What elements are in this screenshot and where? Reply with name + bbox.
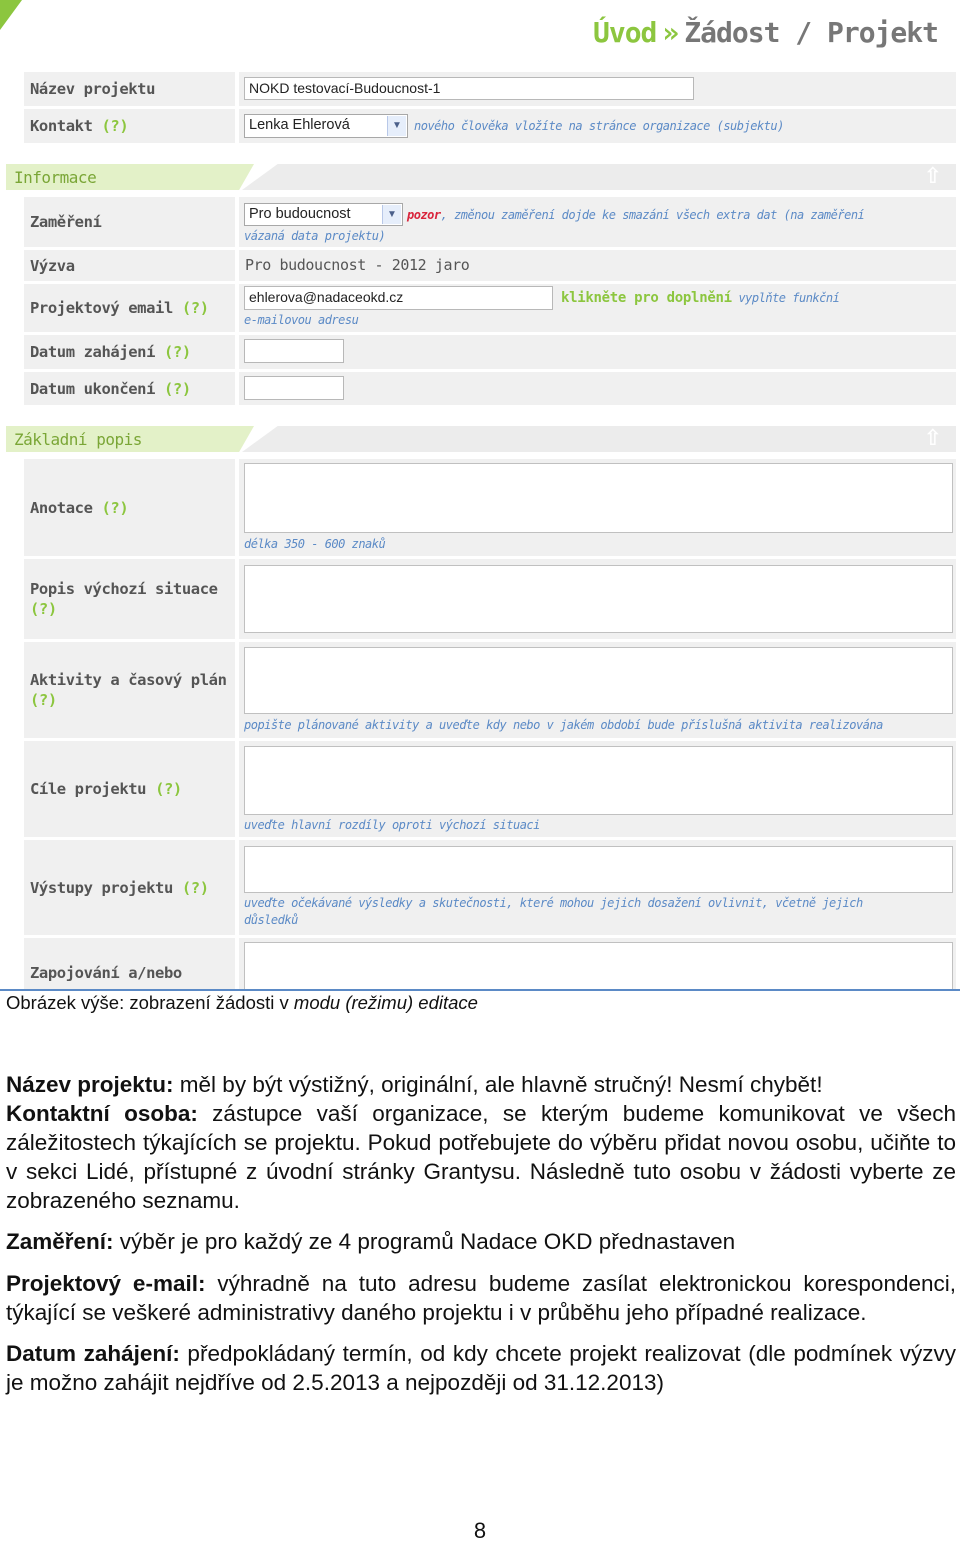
call-label: Výzva [24,250,235,281]
outputs-label: Výstupy projektu (?) [24,840,235,935]
section-header-informace[interactable] [6,164,956,190]
goals-value-cell [239,741,956,837]
figure-caption: Obrázek výše: zobrazení žádosti v modu (režimu) editace [6,992,478,1013]
contact-label: Kontakt (?) [24,109,235,143]
activities-value-cell [239,642,956,738]
involvement-label: Zapojování a/nebo [24,938,235,990]
activities-help-link[interactable]: (?) [30,691,57,709]
end-date-value-cell [239,372,956,405]
goals-label: Cíle projektu (?) [24,741,235,837]
contact-hint[interactable]: nového člověka vložíte na stránce organizace (subjektu) [414,119,784,133]
explanation-text [6,1070,956,1397]
project-name-label: Název projektu [24,72,235,106]
activities-label: Aktivity a časový plán (?) [24,642,235,738]
paragraph-project-name: Název projektu: měl by být výstižný, originální, ale hlavně stručný! Nesmí chybět! [6,1072,823,1097]
section-tail [242,426,956,452]
collapse-up-icon[interactable]: ⇧ [923,164,942,189]
goals-hint: uveďte hlavní rozdíly oproti výchozí situaci [244,818,540,832]
contact-row [24,109,956,143]
email-label: Projektový email (?) [24,284,235,332]
focus-value-cell [239,197,956,247]
start-date-input[interactable] [244,339,344,363]
paragraph-focus: Zaměření: výběr je pro každý ze 4 programů Nadace OKD přednastaven [6,1229,736,1254]
chevron-down-icon: ▼ [387,116,406,136]
situation-textarea[interactable] [244,565,953,633]
focus-warning: pozor, změnou zaměření dojde ke smazání všech extra dat (na zaměření [407,208,865,222]
paragraph-email: Projektový e-mail: výhradně na tuto adresu budeme zasílat elektronickou korespondenci, týkající se veškeré administrativy daného projektu i v průběhu jeho případné realizace. [6,1271,956,1325]
call-row [24,250,956,281]
goals-textarea[interactable] [244,746,953,815]
call-value: Pro budoucnost - 2012 jaro [245,256,470,274]
section-tail [242,164,956,190]
section-title: Informace [14,168,97,187]
project-name-input[interactable]: NOKD testovací-Budoucnost-1 [244,77,694,100]
email-hint[interactable]: klikněte pro doplnění vyplňte funkční [561,290,840,306]
divider-line [0,989,960,991]
breadcrumb-home[interactable]: Úvod [592,16,657,49]
involvement-textarea[interactable] [244,942,953,990]
breadcrumb [593,16,938,49]
end-date-help-link[interactable]: (?) [163,379,191,398]
goals-help-link[interactable]: (?) [155,780,182,798]
outputs-value-cell [239,840,956,935]
page-number: 8 [473,1518,487,1543]
start-date-row [24,335,956,369]
end-date-input[interactable] [244,376,344,400]
annotation-label: Anotace (?) [24,459,235,556]
email-hint-cont: e-mailovou adresu [244,313,359,327]
annotation-help-link[interactable]: (?) [101,498,129,517]
situation-row [24,559,956,639]
annotation-textarea[interactable] [244,463,953,533]
call-value-cell [239,250,956,281]
focus-label: Zaměření [24,197,235,247]
outputs-hint-cont: důsledků [244,913,298,927]
project-name-value-cell [239,72,956,106]
contact-value-cell [239,109,956,143]
situation-label: Popis výchozí situace (?) [24,559,235,639]
annotation-row [24,459,956,556]
start-date-value-cell [239,335,956,369]
email-help-link[interactable]: (?) [181,299,209,317]
email-value-cell [239,284,956,332]
chevron-down-icon: ▼ [382,205,401,224]
paragraph-start-date: Datum zahájení: předpokládaný termín, od kdy chcete projekt realizovat (dle podmínek výzvy je možno zahájit nejdříve od 2.5.2013 a nejpozději od 31.12.2013) [6,1341,956,1395]
start-date-label: Datum zahájení (?) [24,335,235,369]
activities-hint: popište plánované aktivity a uveďte kdy nebo v jakém období bude příslušná aktivita realizována [244,718,883,732]
activities-textarea[interactable] [244,647,953,714]
outputs-help-link[interactable]: (?) [181,878,209,897]
section-header-zakladni-popis[interactable] [6,426,956,452]
corner-decoration [0,0,22,30]
focus-select[interactable]: Pro budoucnost ▼ [244,203,403,226]
project-name-row [24,72,956,106]
focus-row [24,197,956,247]
activities-row [24,642,956,738]
situation-help-link[interactable]: (?) [30,600,57,618]
involvement-value-cell [239,938,956,990]
contact-help-link[interactable]: (?) [101,117,129,135]
annotation-hint: délka 350 - 600 znaků [244,537,386,551]
focus-warning-cont: vázaná data projektu) [244,229,386,243]
outputs-textarea[interactable] [244,846,953,893]
breadcrumb-current: Žádost / Projekt [684,16,938,49]
goals-row [24,741,956,837]
breadcrumb-separator: » [662,16,679,49]
outputs-hint: uveďte očekávané výsledky a skutečnosti, které mohou jejich dosažení ovlivnit, včetně jejich [244,896,863,910]
end-date-label: Datum ukončení (?) [24,372,235,405]
situation-value-cell [239,559,956,639]
end-date-row [24,372,956,405]
section-title: Základní popis [14,430,142,449]
outputs-row [24,840,956,935]
annotation-value-cell [239,459,956,556]
email-input[interactable]: ehlerova@nadaceokd.cz [244,286,553,310]
email-row [24,284,956,332]
start-date-help-link[interactable]: (?) [163,343,191,361]
paragraph-contact: Kontaktní osoba: zástupce vaší organizace, se kterým budeme komunikovat ve všech záležitostech týkajících se projektu. Pokud potřebujete do výběru přidat novou osobu, učiňte to v sekci Lidé, přístupné z úvodní stránky Grantysu. Následně tuto osobu v žádosti vyberte ze zobrazeného seznamu. [6,1101,957,1213]
involvement-row [24,938,956,990]
contact-select[interactable]: Lenka Ehlerová ▼ [244,114,408,138]
collapse-up-icon[interactable]: ⇧ [923,426,942,451]
